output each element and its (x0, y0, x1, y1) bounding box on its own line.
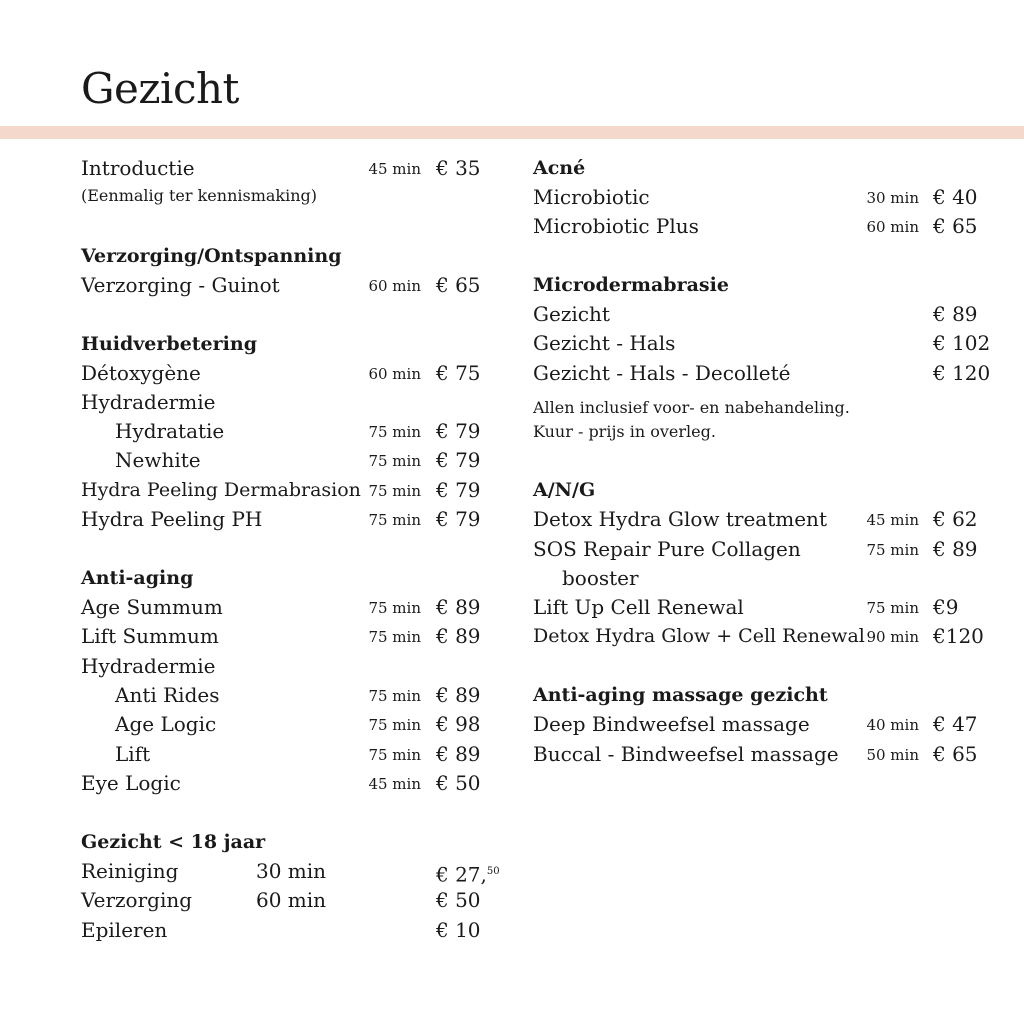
item-name: Gezicht (533, 302, 610, 326)
item-name: Microbiotic Plus (533, 214, 699, 238)
item-price: € 10 (436, 918, 481, 942)
item-name: Buccal - Bindweefsel massage (533, 742, 839, 766)
section-heading: A/N/G (533, 479, 596, 501)
note: Kuur - prijs in overleg. (533, 422, 716, 441)
item-price: € 79 (436, 419, 481, 443)
item-duration: 45 min (866, 511, 919, 529)
item-name: Introductie (81, 156, 195, 180)
item-name: SOS Repair Pure Collagen (533, 537, 801, 561)
item-name: Age Summum (81, 595, 223, 619)
item-name: Hydra Peeling PH (81, 507, 263, 531)
item-group-name: Hydradermie (81, 654, 216, 678)
item-name: Détoxygène (81, 361, 201, 385)
item-price: € 50 (436, 771, 481, 795)
item-price: €120 (933, 624, 984, 648)
item-duration: 60 min (368, 277, 421, 295)
item-price: €9 (933, 595, 959, 619)
item-duration: 45 min (368, 775, 421, 793)
item-name: Eye Logic (81, 771, 181, 795)
item-name: Lift Up Cell Renewal (533, 595, 744, 619)
item-name: Lift (115, 742, 151, 766)
item-name: Detox Hydra Glow + Cell Renewal (533, 625, 865, 647)
item-price: € 50 (436, 888, 481, 912)
item-duration: 45 min (368, 160, 421, 178)
item-duration: 75 min (368, 482, 421, 500)
item-name: Microbiotic (533, 185, 650, 209)
item-name: Age Logic (115, 712, 217, 736)
item-price: € 89 (933, 302, 978, 326)
price-cents: 50 (486, 866, 500, 877)
item-price: € 27,50 (436, 862, 500, 887)
section-heading: Anti-aging massage gezicht (533, 684, 828, 706)
item-price: € 65 (933, 214, 978, 238)
item-price: € 120 (933, 361, 991, 385)
item-price: € 79 (436, 507, 481, 531)
item-duration: 75 min (368, 716, 421, 734)
item-price: € 79 (436, 478, 481, 502)
item-name: Verzorging (81, 888, 193, 912)
item-price: € 35 (436, 156, 481, 180)
item-duration: 75 min (368, 511, 421, 529)
section-heading: Huidverbetering (81, 333, 257, 355)
item-name-continued: booster (562, 566, 639, 590)
item-price: € 40 (933, 185, 978, 209)
section-heading: Microdermabrasie (533, 274, 729, 296)
item-name: Anti Rides (115, 683, 220, 707)
item-price: € 89 (436, 595, 481, 619)
item-duration: 75 min (368, 628, 421, 646)
section-heading: Gezicht < 18 jaar (81, 831, 266, 853)
item-duration: 30 min (866, 189, 919, 207)
item-price: € 79 (436, 448, 481, 472)
item-name: Deep Bindweefsel massage (533, 712, 810, 736)
item-name: Hydratatie (115, 419, 225, 443)
item-name: Gezicht - Hals (533, 331, 676, 355)
item-name: Epileren (81, 918, 168, 942)
item-price: € 89 (436, 742, 481, 766)
item-duration: 60 min (256, 888, 327, 912)
item-duration: 75 min (368, 599, 421, 617)
item-name: Hydra Peeling Dermabrasion (81, 479, 361, 501)
section-heading: Acné (533, 157, 586, 179)
item-duration: 50 min (866, 746, 919, 764)
item-price: € 65 (933, 742, 978, 766)
item-price: € 62 (933, 507, 978, 531)
item-price: € 75 (436, 361, 481, 385)
item-duration: 60 min (368, 365, 421, 383)
item-price: € 98 (436, 712, 481, 736)
item-name: Lift Summum (81, 624, 219, 648)
item-price: € 102 (933, 331, 991, 355)
page-title: Gezicht (81, 64, 239, 113)
item-name: Verzorging - Guinot (81, 273, 280, 297)
item-name: Detox Hydra Glow treatment (533, 507, 827, 531)
item-price: € 89 (436, 683, 481, 707)
item-group-name: Hydradermie (81, 390, 216, 414)
item-duration: 60 min (866, 218, 919, 236)
item-subtitle: (Eenmalig ter kennismaking) (81, 186, 318, 205)
item-price: € 47 (933, 712, 978, 736)
item-duration: 75 min (368, 452, 421, 470)
note: Allen inclusief voor- en nabehandeling. (533, 398, 850, 417)
section-heading: Verzorging/Ontspanning (81, 245, 342, 267)
item-duration: 75 min (368, 687, 421, 705)
item-duration: 40 min (866, 716, 919, 734)
item-duration: 90 min (866, 628, 919, 646)
item-price: € 89 (933, 537, 978, 561)
item-price: € 89 (436, 624, 481, 648)
section-heading: Anti-aging (81, 567, 194, 589)
item-price: € 65 (436, 273, 481, 297)
item-duration: 75 min (866, 599, 919, 617)
item-duration: 30 min (256, 859, 327, 883)
item-duration: 75 min (368, 423, 421, 441)
item-duration: 75 min (866, 541, 919, 559)
item-name: Gezicht - Hals - Decolleté (533, 361, 791, 385)
accent-band (0, 126, 1024, 139)
item-name: Reiniging (81, 859, 179, 883)
item-duration: 75 min (368, 746, 421, 764)
item-name: Newhite (115, 448, 201, 472)
